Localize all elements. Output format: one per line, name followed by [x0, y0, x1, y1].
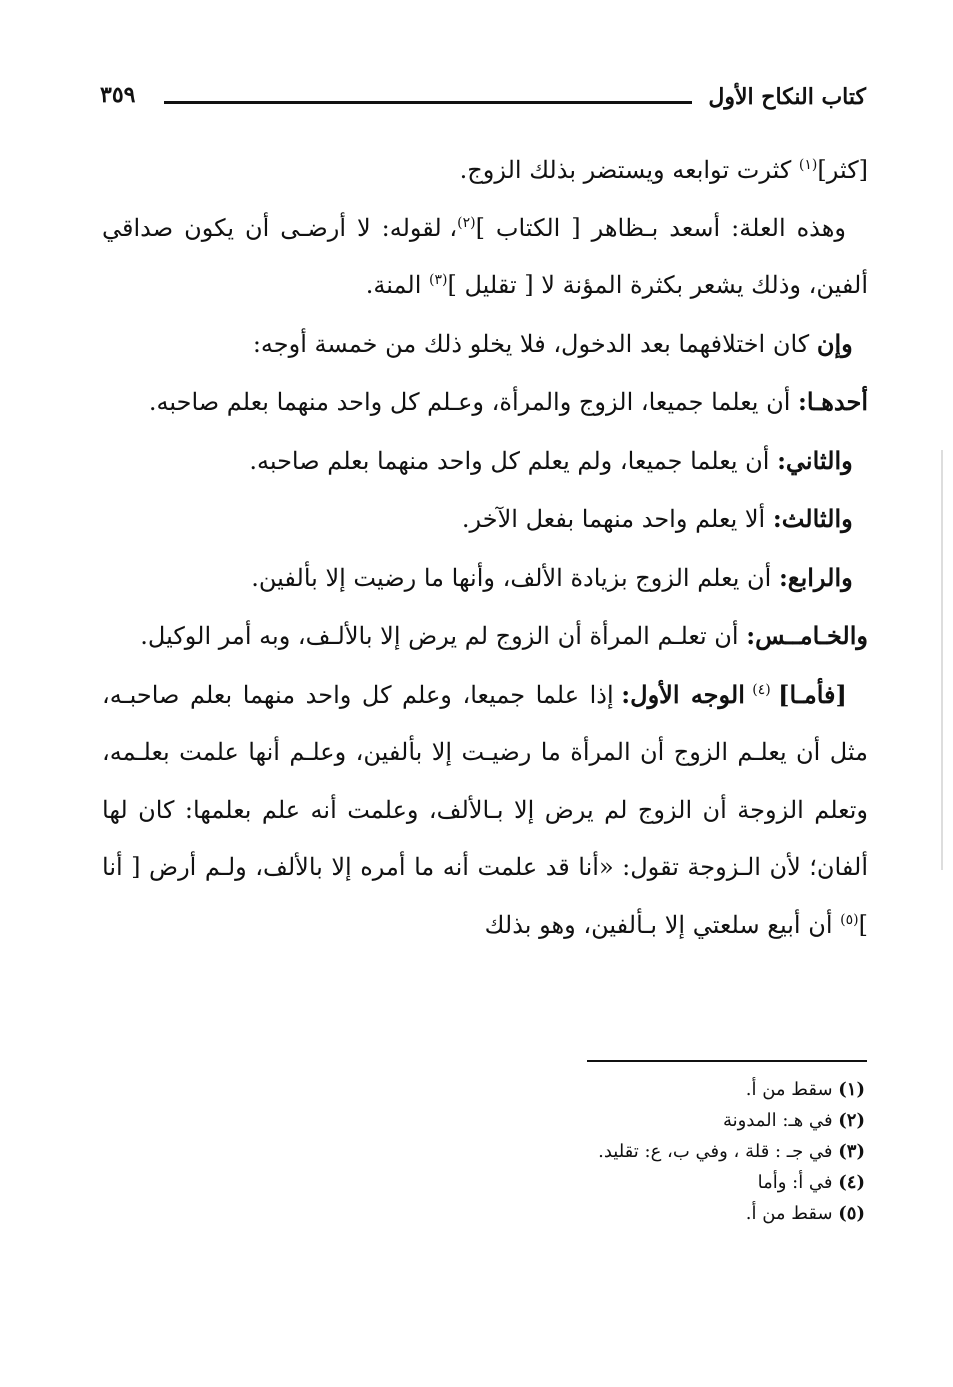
running-title: كتاب النكاح الأول [708, 84, 866, 110]
footnote-5: (٥) سقط من أ. [745, 1203, 865, 1224]
paragraph-lead: والخـامــس: [746, 621, 868, 650]
paragraph-lead: أحدهـا: [798, 387, 868, 416]
scan-edge-shadow [941, 450, 943, 870]
paragraph-7: والرابع: أن يعلم الزوج بزيادة الألف، وأنها ما رضيت إلا بألفين. [251, 562, 853, 592]
main-text [102, 142, 868, 954]
paragraph-lead: والثالث: [772, 504, 853, 533]
paragraph-lead: والثاني: [777, 445, 853, 475]
footnote-4: (٤) في أ: وأما [757, 1172, 865, 1193]
paragraph-8: والخـامــس: أن تعلـم المرأة أن الزوج لم يرض إلا بالألـف، وبه أمر الوكيل. [140, 621, 868, 650]
page-header [100, 82, 866, 122]
paragraph-1: [كثر]$^{(١)}$ كثرت توابعه ويستضر بذلك الزوج. [459, 156, 868, 184]
footnote-ref-5: (٥) [840, 911, 859, 928]
footnote-ref-3: (٣) [429, 272, 448, 288]
footnote-3: (٣) في جـ : قلة ، وفي ب، ع: تقليد. [598, 1141, 865, 1162]
paragraph-6: والثالث: ألا يعلم واحد منهما بفعل الآخر. [461, 504, 853, 533]
footnote-ref-2: (٢) [457, 214, 476, 231]
paragraph-4: أحدهـا: أن يعلما جميعا، الزوج والمرأة، وعـلم كل واحد منهما بعلم صاحبه. [148, 387, 868, 416]
paragraph-lead: [فأمـا] [778, 679, 847, 709]
paragraph-3: وإن كان اختلافهما بعد الدخول، فلا يخلو ذلك من خمسة أوجه: [252, 328, 853, 358]
paragraph-lead: والرابع: [778, 562, 853, 592]
header-rule [164, 101, 692, 104]
footnote-ref-1: (١) [798, 157, 818, 173]
footnote-2: (٢) في هـ: المدونة [722, 1110, 865, 1131]
paragraph-9: [فأمـا] $^{(٤)}$ الوجه الأول: إذا علما جميعا، وعلم كل واحد منهما بعلم صاحبـه، مثل أن يعلـم الزوج أن المرأة ما رضيـت إلا بألفين، وعلـم أنها علمت بعلـمه، وتعلم الزوجة أن الزوج لم يرض إلا بـالألف، وعلمت أنه علم بعلمها: كان لها ألفان؛ لأن الـزوجة تقول: «أنا قد علمت أنه ما أمره إلا بالألف، ولـم أرض [ أنا ]$^{(٥)}$ أن أبيع سلعتي إلا بـألفين، وهو بذلك [102, 679, 868, 939]
footnote-ref-4: (٤) [744, 681, 779, 698]
page-number: ٣٥٩ [100, 82, 136, 108]
section-lead: الوجه الأول: [621, 679, 745, 709]
paragraph-lead: وإن [816, 328, 853, 358]
footnote-separator [587, 1060, 867, 1062]
paragraph-2: وهذه العلة: أسعد بـظاهر [ الكتاب ]$^{(٢)}$، لقوله: لا أرضـى أن يكون صداقي ألفين، وذلك يشعر بكثرة المؤنة لا [ تقليل ]$^{(٣)}$ المنة. [102, 213, 868, 299]
paragraph-5: والثاني: أن يعلما جميعا، ولم يعلم كل واحد منهما بعلم صاحبه. [249, 445, 853, 475]
footnotes [265, 1074, 865, 1229]
footnote-1: (١) سقط من أ. [745, 1079, 865, 1100]
